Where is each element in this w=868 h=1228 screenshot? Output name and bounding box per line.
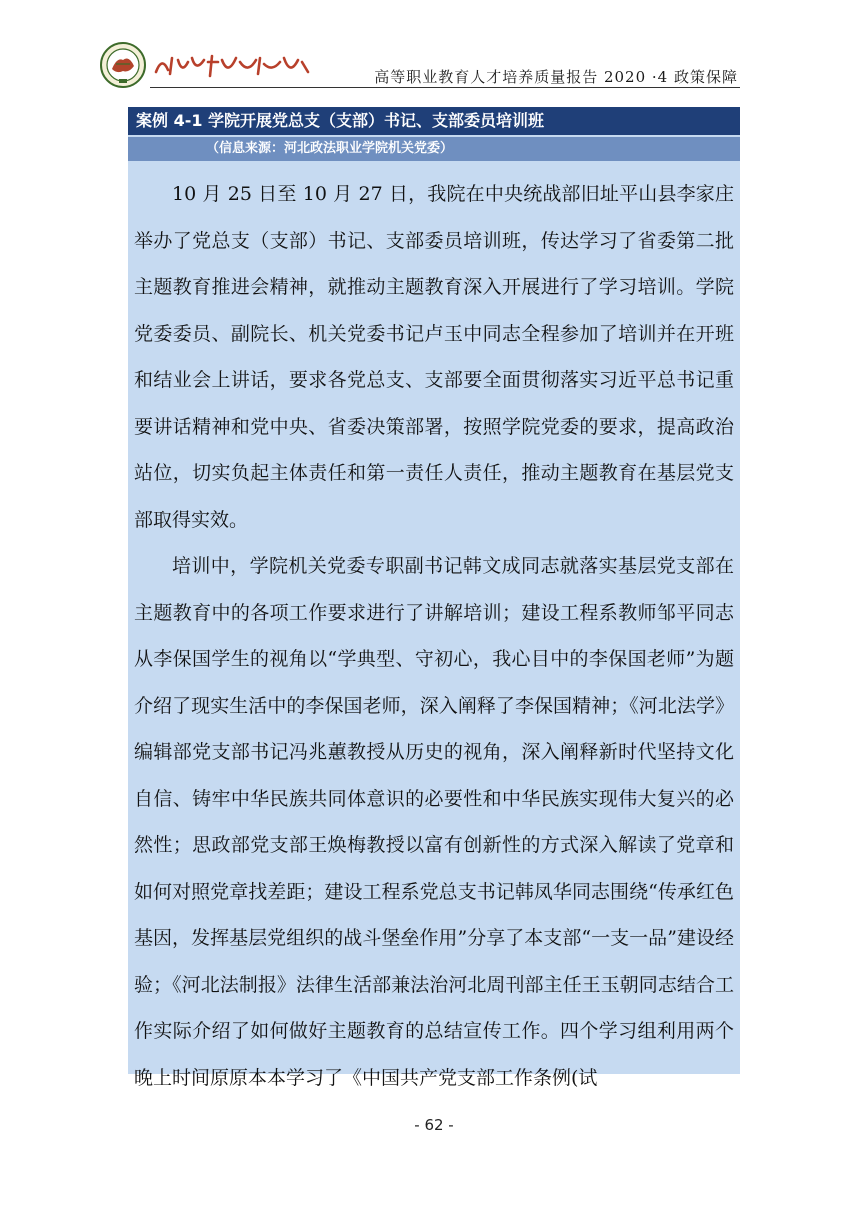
- page-number: - 62 -: [414, 1116, 454, 1134]
- college-name-calligraphy: [152, 50, 312, 80]
- college-seal-logo: [100, 42, 146, 88]
- case-title: 案例 4-1 学院开展党总支（支部）书记、支部委员培训班: [128, 107, 740, 135]
- case-body: [134, 171, 734, 1101]
- case-source: （信息来源：河北政法职业学院机关党委）: [128, 137, 740, 161]
- body-paragraph: 培训中，学院机关党委专职副书记韩文成同志就落实基层党支部在主题教育中的各项工作要求进行了讲解培训；建设工程系教师邹平同志从李保国学生的视角以“学典型、守初心，我心目中的李保国老师”为题介绍了现实生活中的李保国老师，深入阐释了李保国精神；《河北法学》编辑部党支部书记冯兆蕙教授从历史的视角，深入阐释新时代坚持文化自信、铸牢中华民族共同体意识的必要性和中华民族实现伟大复兴的必然性；思政部党支部王焕梅教授以富有创新性的方式深入解读了党章和如何对照党章找差距；建设工程系党总支书记韩凤华同志围绕“传承红色基因，发挥基层党组织的战斗堡垒作用”分享了本支部“一支一品”建设经验；《河北法制报》法律生活部兼法治河北周刊部主任王玉朝同志结合工作实际介绍了如何做好主题教育的总结宣传工作。四个学习组利用两个晚上时间原原本本学习了《中国共产党支部工作条例(试: [134, 555, 734, 1089]
- case-study-box: [128, 107, 740, 1089]
- body-paragraph: 10 月 25 日至 10 月 27 日，我院在中央统战部旧址平山县李家庄举办了党总支（支部）书记、支部委员培训班，传达学习了省委第二批主题教育推进会精神，就推动主题教育深入开展进行了学习培训。学院党委委员、副院长、机关党委书记卢玉中同志全程参加了培训并在开班和结业会上讲话，要求各党总支、支部要全面贯彻落实习近平总书记重要讲话精神和党中央、省委决策部署，按照学院党委的要求，提高政治站位，切实负起主体责任和第一责任人责任，推动主题教育在基层党支部取得实效。: [134, 183, 734, 531]
- report-header-title: 高等职业教育人才培养质量报告 2020 ·4 政策保障: [374, 68, 738, 86]
- page-header: [100, 42, 740, 88]
- header-divider: [150, 87, 740, 88]
